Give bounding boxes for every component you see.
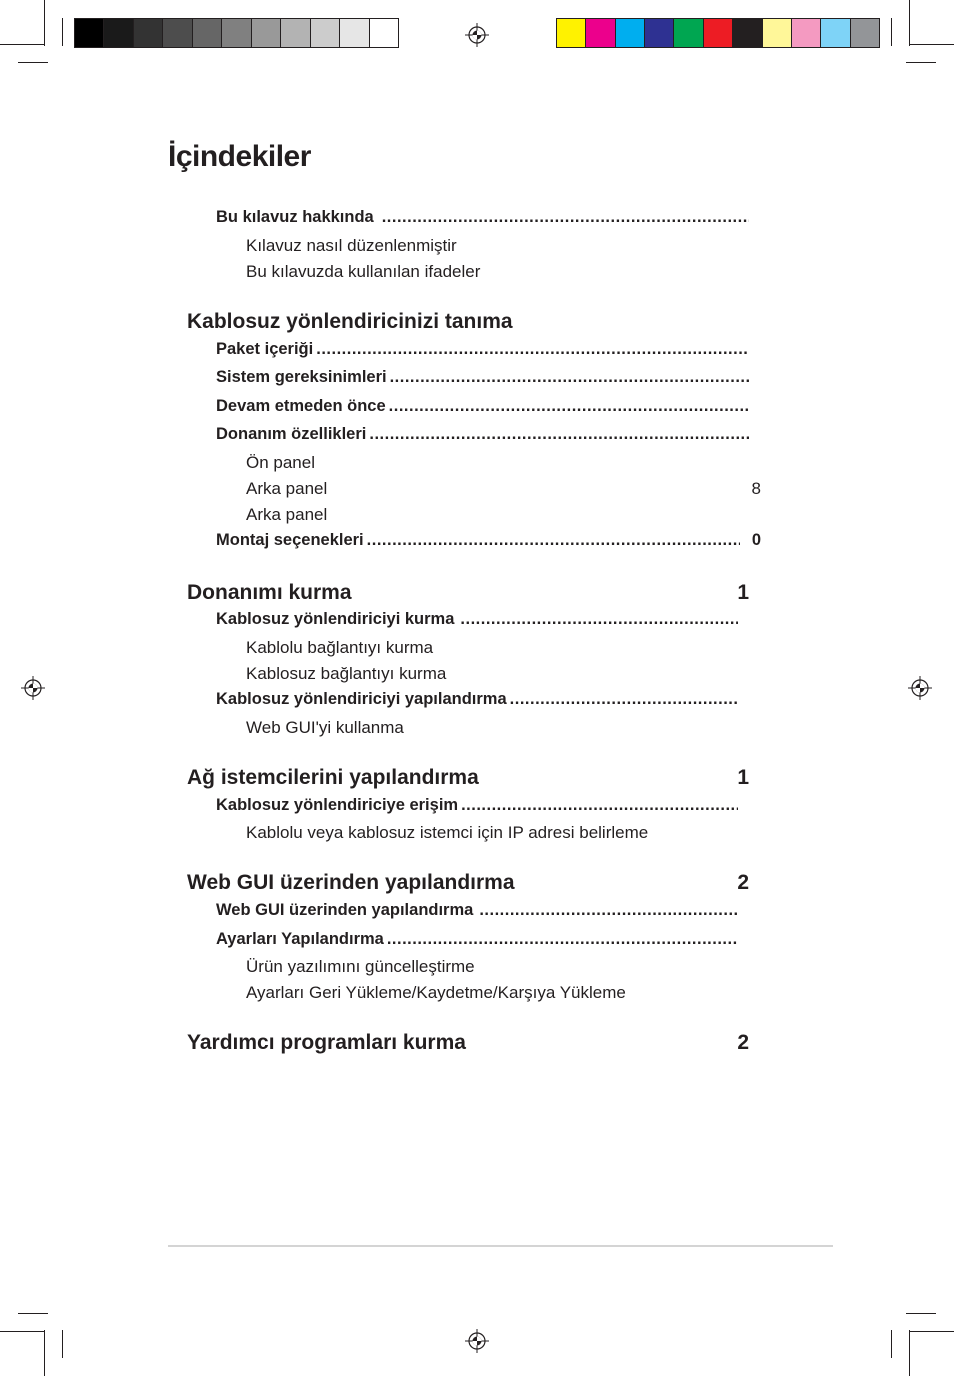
toc-subsection[interactable] (246, 262, 480, 282)
toc-subsection-label: Arka panel (246, 479, 328, 498)
toc-chapter-2[interactable] (187, 581, 749, 605)
toc-subsection[interactable] (246, 823, 648, 843)
footer-rule (168, 1245, 833, 1247)
toc-page-number: 0 (751, 531, 761, 549)
toc-section[interactable] (216, 930, 738, 949)
toc-subsection-label: Kablolu bağlantıyı kurma (246, 638, 434, 657)
calibration-swatch (645, 19, 674, 47)
toc-subsection[interactable] (246, 638, 433, 658)
toc-subsection[interactable] (246, 957, 475, 977)
toc-leader-dots (461, 796, 738, 815)
toc-page-number: 1 (737, 581, 749, 604)
toc-subsection[interactable] (246, 453, 315, 473)
toc-leader-dots (389, 397, 749, 416)
toc-page-number: 2 (737, 871, 749, 894)
toc-chapter-3[interactable] (187, 766, 749, 790)
toc-section[interactable] (216, 901, 738, 920)
toc-leader-dots (369, 425, 749, 444)
toc-section-label: Montaj seçenekleri (216, 531, 364, 549)
calibration-swatch (134, 19, 163, 47)
toc-leader-dots (460, 610, 738, 629)
toc-chapter-5[interactable] (187, 1031, 749, 1055)
toc-subsection-label: Ayarları Geri Yükleme/Kaydetme/Karşıya Yükleme (246, 983, 626, 1002)
toc-subsection[interactable] (246, 664, 446, 684)
calibration-swatch (340, 19, 369, 47)
registration-mark-icon (465, 1329, 489, 1353)
toc-subsection[interactable] (246, 505, 327, 525)
toc-section[interactable] (216, 340, 749, 359)
toc-page-number: 1 (737, 766, 749, 789)
calibration-swatch (222, 19, 251, 47)
calibration-swatch (557, 19, 586, 47)
calibration-swatch (674, 19, 703, 47)
calibration-swatch (586, 19, 615, 47)
calibration-swatch (792, 19, 821, 47)
toc-section-label: Ayarları Yapılandırma (216, 930, 384, 948)
toc-leader-dots (367, 531, 740, 550)
color-calibration-bar (556, 18, 880, 48)
toc-subsection-label: Kılavuz nasıl düzenlenmiştir (246, 236, 457, 255)
toc-section-label: Kablosuz yönlendiriciye erişim (216, 796, 459, 814)
toc-subsection-label: Arka panel (246, 505, 328, 524)
registration-mark-icon (21, 676, 45, 700)
calibration-swatch (763, 19, 792, 47)
toc-leader-dots (510, 690, 738, 709)
page-title: İçindekiler (168, 140, 311, 173)
calibration-swatch (704, 19, 733, 47)
toc-subsection-label: Ürün yazılımını güncelleştirme (246, 957, 475, 976)
toc-subsection[interactable] (246, 479, 761, 499)
toc-leader-dots (390, 368, 749, 387)
registration-mark-icon (908, 676, 932, 700)
toc-subsection[interactable] (246, 983, 626, 1003)
toc-subsection-label: Bu kılavuzda kullanılan ifadeler (246, 262, 481, 281)
toc-chapter-title: Ağ istemcilerini yapılandırma (187, 766, 479, 789)
toc-chapter-title: Kablosuz yönlendiricinizi tanıma (187, 310, 513, 333)
toc-section-label: Kablosuz yönlendiriciyi kurma (216, 610, 455, 628)
toc-leader-dots (382, 208, 749, 227)
calibration-swatch (281, 19, 310, 47)
toc-subsection[interactable] (246, 236, 457, 256)
toc-chapter-1[interactable] (187, 310, 749, 334)
toc-leader-dots (479, 901, 738, 920)
toc-chapter-title: Yardımcı programları kurma (187, 1031, 466, 1054)
toc-chapter-title: Donanımı kurma (187, 581, 352, 604)
toc-leader-dots (316, 340, 749, 359)
toc-leader-dots (387, 930, 738, 949)
toc-section-about[interactable] (216, 208, 749, 227)
toc-page-number: 8 (751, 479, 761, 498)
toc-page-number: 2 (737, 1031, 749, 1054)
calibration-swatch (252, 19, 281, 47)
registration-mark-icon (465, 23, 489, 47)
toc-section[interactable] (216, 610, 738, 629)
toc-section[interactable] (216, 368, 749, 387)
toc-section-label: Donanım özellikleri (216, 425, 367, 443)
calibration-swatch (851, 19, 879, 47)
toc-section[interactable] (216, 397, 749, 416)
grayscale-calibration-bar (74, 18, 399, 48)
toc-section[interactable] (216, 531, 761, 550)
toc-subsection-label: Web GUI'yi kullanma (246, 718, 404, 737)
toc-section-label: Devam etmeden önce (216, 397, 386, 415)
calibration-swatch (193, 19, 222, 47)
toc-subsection-label: Kablolu veya kablosuz istemci için IP adresi belirleme (246, 823, 649, 842)
toc-section-label: Paket içeriği (216, 340, 314, 358)
calibration-swatch (616, 19, 645, 47)
toc-subsection[interactable] (246, 718, 404, 738)
calibration-swatch (370, 19, 398, 47)
calibration-swatch (733, 19, 762, 47)
calibration-swatch (75, 19, 104, 47)
toc-subsection-label: Ön panel (246, 453, 315, 472)
toc-chapter-title: Web GUI üzerinden yapılandırma (187, 871, 515, 894)
toc-chapter-4[interactable] (187, 871, 749, 895)
calibration-swatch (104, 19, 133, 47)
toc-section[interactable] (216, 796, 738, 815)
toc-section-label: Bu kılavuz hakkında (216, 208, 374, 226)
calibration-swatch (163, 19, 192, 47)
toc-section[interactable] (216, 690, 738, 709)
calibration-swatch (821, 19, 850, 47)
toc-section-label: Kablosuz yönlendiriciyi yapılandırma (216, 690, 507, 708)
toc-section-label: Web GUI üzerinden yapılandırma (216, 901, 474, 919)
toc-subsection-label: Kablosuz bağlantıyı kurma (246, 664, 447, 683)
toc-section-label: Sistem gereksinimleri (216, 368, 387, 386)
calibration-swatch (311, 19, 340, 47)
toc-section[interactable] (216, 425, 749, 444)
